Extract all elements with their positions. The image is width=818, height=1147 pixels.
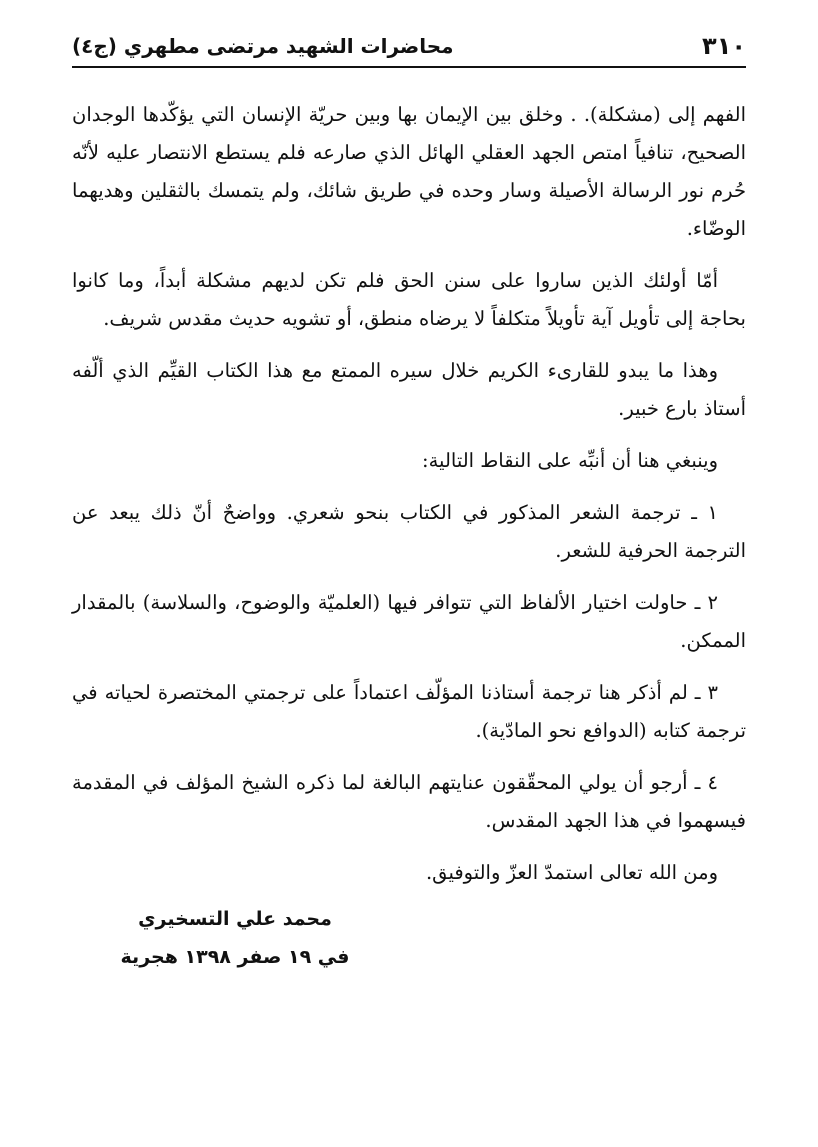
signature-name: محمد علي التسخيري bbox=[138, 908, 332, 930]
closing-line: ومن الله تعالى استمدّ العزّ والتوفيق. bbox=[425, 861, 718, 884]
paragraph-continuation: الفهم إلى (مشكلة). . وخلق بين الإيمان بها وبين حريّة الإنسان التي يؤكّدها الوجدان الصحيح، تنافياً امتص الجهد العقلي الهائل الذي صارعه فلم يستطع الانتصار عليه لأنّه حُرم نور الرسالة الأصيلة وسار وحده في طريق شائك، ولم يتمسك بالثقلين وهديهما الوضّاء. bbox=[72, 103, 746, 240]
signature-date: في ١٩ صفر ١٣٩٨ هجرية bbox=[120, 946, 350, 968]
note-item-2: ٢ ـ حاولت اختيار الألفاظ التي تتوافر فيها (العلميّة والوضوح، والسلاسة) بالمقدار الممكن. bbox=[72, 591, 746, 652]
page-number: ٣١٠ bbox=[702, 32, 746, 60]
note-item-3: ٣ ـ لم أذكر هنا ترجمة أستاذنا المؤلّف اعتماداً على ترجمتي المختصرة لحياته في ترجمة كتابه (الدوافع نحو المادّية). bbox=[72, 681, 746, 742]
signature-block bbox=[72, 900, 398, 976]
paragraph-notes-intro: وينبغي هنا أن أنبِّه على النقاط التالية: bbox=[422, 449, 718, 472]
note-item-4: ٤ ـ أرجو أن يولي المحقّقون عنايتهم البالغة لما ذكره الشيخ المؤلف في المقدمة فيسهموا في هذا الجهد المقدس. bbox=[72, 771, 746, 832]
note-item-1: ١ ـ ترجمة الشعر المذكور في الكتاب بنحو شعري. وواضحٌ أنّ ذلك يبعد عن الترجمة الحرفية للشعر. bbox=[72, 501, 746, 562]
paragraph-sunnah-path: أمّا أولئك الذين ساروا على سنن الحق فلم تكن لديهم مشكلة أبداً، وما كانوا بحاجة إلى تأويل آية تأويلاً متكلفاً لا يرضاه منطق، أو تشويه حديث مقدس شريف. bbox=[72, 269, 746, 330]
running-title: محاضرات الشهيد مرتضى مطهري (ج٤) bbox=[72, 34, 454, 58]
paragraph-book-praise: وهذا ما يبدو للقارىء الكريم خلال سيره الممتع مع هذا الكتاب القيِّم الذي ألّفه أستاذ بارع خبير. bbox=[72, 359, 746, 420]
page-header bbox=[72, 26, 746, 68]
body-text bbox=[72, 96, 746, 906]
